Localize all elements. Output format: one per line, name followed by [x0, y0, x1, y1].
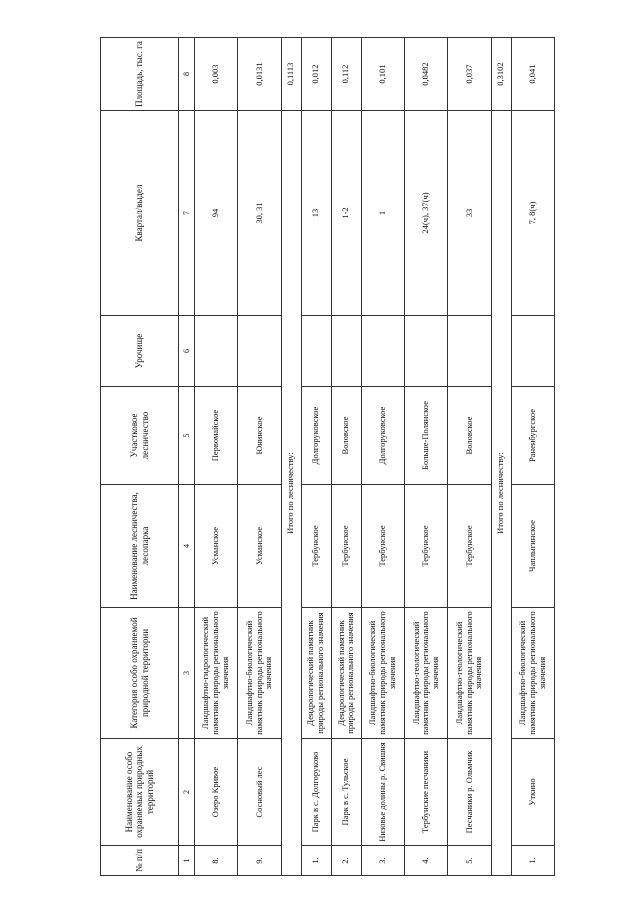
tract: [195, 316, 238, 387]
row-number: 4.: [405, 846, 448, 876]
forestry-name: Чаплыгинское: [511, 485, 554, 608]
tract: [405, 316, 448, 387]
header-quarter: Квартал/выдел: [101, 111, 179, 316]
district-forestry: Раненбургское: [511, 387, 554, 485]
column-number: 5: [179, 387, 195, 485]
area-size: 0,112: [331, 38, 361, 111]
table-row: [331, 38, 361, 876]
column-number: 7: [179, 111, 195, 316]
forestry-name: Тербунское: [301, 485, 331, 608]
area-name: Парк в с. Долгоруково: [301, 739, 331, 846]
area-name: Парк в с. Тульское: [331, 739, 361, 846]
area-category: Ландшафтно-геологический памятник природы регионального значения: [405, 608, 448, 739]
protected-areas-table: [100, 37, 555, 876]
district-forestry: Долгоруковское: [361, 387, 404, 485]
table-header-row: [101, 38, 179, 876]
row-number: 5.: [448, 846, 491, 876]
table-row: [448, 38, 491, 876]
area-name: Низовье долины р. Свишня: [361, 739, 404, 846]
row-number: 3.: [361, 846, 404, 876]
table-row: [511, 38, 554, 876]
area-category: Дендрологический памятник природы регионального значения: [301, 608, 331, 739]
quarter-plot: 30, 31: [238, 111, 281, 316]
header-number: № п/п: [101, 846, 179, 876]
table-row: [301, 38, 331, 876]
table-row: [361, 38, 404, 876]
forestry-name: Усманское: [195, 485, 238, 608]
quarter-plot: 13: [301, 111, 331, 316]
table-row: [238, 38, 281, 876]
district-forestry: Юнинское: [238, 387, 281, 485]
column-number: 2: [179, 739, 195, 846]
area-size: 0,012: [301, 38, 331, 111]
subtotal-row: [491, 38, 511, 876]
forestry-name: Тербунское: [405, 485, 448, 608]
tract: [238, 316, 281, 387]
header-district: Участковое лесничество: [101, 387, 179, 485]
district-forestry: Долгоруковское: [301, 387, 331, 485]
subtotal-label: Итого по лесничеству:: [491, 111, 511, 876]
area-size: 0,003: [195, 38, 238, 111]
column-number: 8: [179, 38, 195, 111]
area-category: Ландшафтно-биологический памятник природы регионального значения: [361, 608, 404, 739]
area-category: Ландшафтно-биологический памятник природы регионального значения: [511, 608, 554, 739]
area-size: 0,037: [448, 38, 491, 111]
quarter-plot: 1: [361, 111, 404, 316]
row-number: 2.: [331, 846, 361, 876]
area-size: 0,0131: [238, 38, 281, 111]
quarter-plot: 33: [448, 111, 491, 316]
table-row: [195, 38, 238, 876]
area-size: 0,101: [361, 38, 404, 111]
row-number: 1.: [511, 846, 554, 876]
area-name: Озеро Кривое: [195, 739, 238, 846]
area-name: Песчаники р. Ольмчик: [448, 739, 491, 846]
area-size: 0,041: [511, 38, 554, 111]
area-name: Тербунские песчаники: [405, 739, 448, 846]
area-size: 0,0482: [405, 38, 448, 111]
tract: [301, 316, 331, 387]
forestry-name: Тербунское: [361, 485, 404, 608]
quarter-plot: 7, 8(ч): [511, 111, 554, 316]
quarter-plot: 24(ч), 37(ч): [405, 111, 448, 316]
header-tract: Урочище: [101, 316, 179, 387]
area-name: Уткино: [511, 739, 554, 846]
row-number: 1.: [301, 846, 331, 876]
header-area: Площадь, тыс. га: [101, 38, 179, 111]
district-forestry: Воловское: [448, 387, 491, 485]
quarter-plot: 1-2: [331, 111, 361, 316]
tract: [331, 316, 361, 387]
subtotal-value: 0,3102: [491, 38, 511, 111]
tract: [361, 316, 404, 387]
column-number: 6: [179, 316, 195, 387]
forestry-name: Усманское: [238, 485, 281, 608]
column-number: 3: [179, 608, 195, 739]
area-name: Сосновый лес: [238, 739, 281, 846]
subtotal-row: [281, 38, 301, 876]
district-forestry: Первомайское: [195, 387, 238, 485]
quarter-plot: 94: [195, 111, 238, 316]
district-forestry: Воловское: [331, 387, 361, 485]
forestry-name: Тербунское: [448, 485, 491, 608]
column-number: 1: [179, 846, 195, 876]
header-name: Наименование особо охраняемых природных территорий: [101, 739, 179, 846]
area-category: Ландшафтно-гидрологический памятник природы регионального значения: [195, 608, 238, 739]
area-category: Ландшафтно-биологический памятник природы регионального значения: [238, 608, 281, 739]
column-numbers-row: [179, 38, 195, 876]
rotated-table-container: [100, 38, 555, 876]
forestry-name: Тербунское: [331, 485, 361, 608]
tract: [448, 316, 491, 387]
row-number: 8.: [195, 846, 238, 876]
column-number: 4: [179, 485, 195, 608]
table-row: [405, 38, 448, 876]
header-category: Категория особо охраняемой природной территории: [101, 608, 179, 739]
header-forestry: Наименование лесничества, лесопарка: [101, 485, 179, 608]
district-forestry: Больше-Полянское: [405, 387, 448, 485]
subtotal-value: 0,1113: [281, 38, 301, 111]
subtotal-label: Итого по лесничеству:: [281, 111, 301, 876]
area-category: Дендрологический памятник природы регионального значения: [331, 608, 361, 739]
table-body: [195, 38, 555, 876]
row-number: 9.: [238, 846, 281, 876]
area-category: Ландшафтно-геологический памятник природы регионального значения: [448, 608, 491, 739]
tract: [511, 316, 554, 387]
